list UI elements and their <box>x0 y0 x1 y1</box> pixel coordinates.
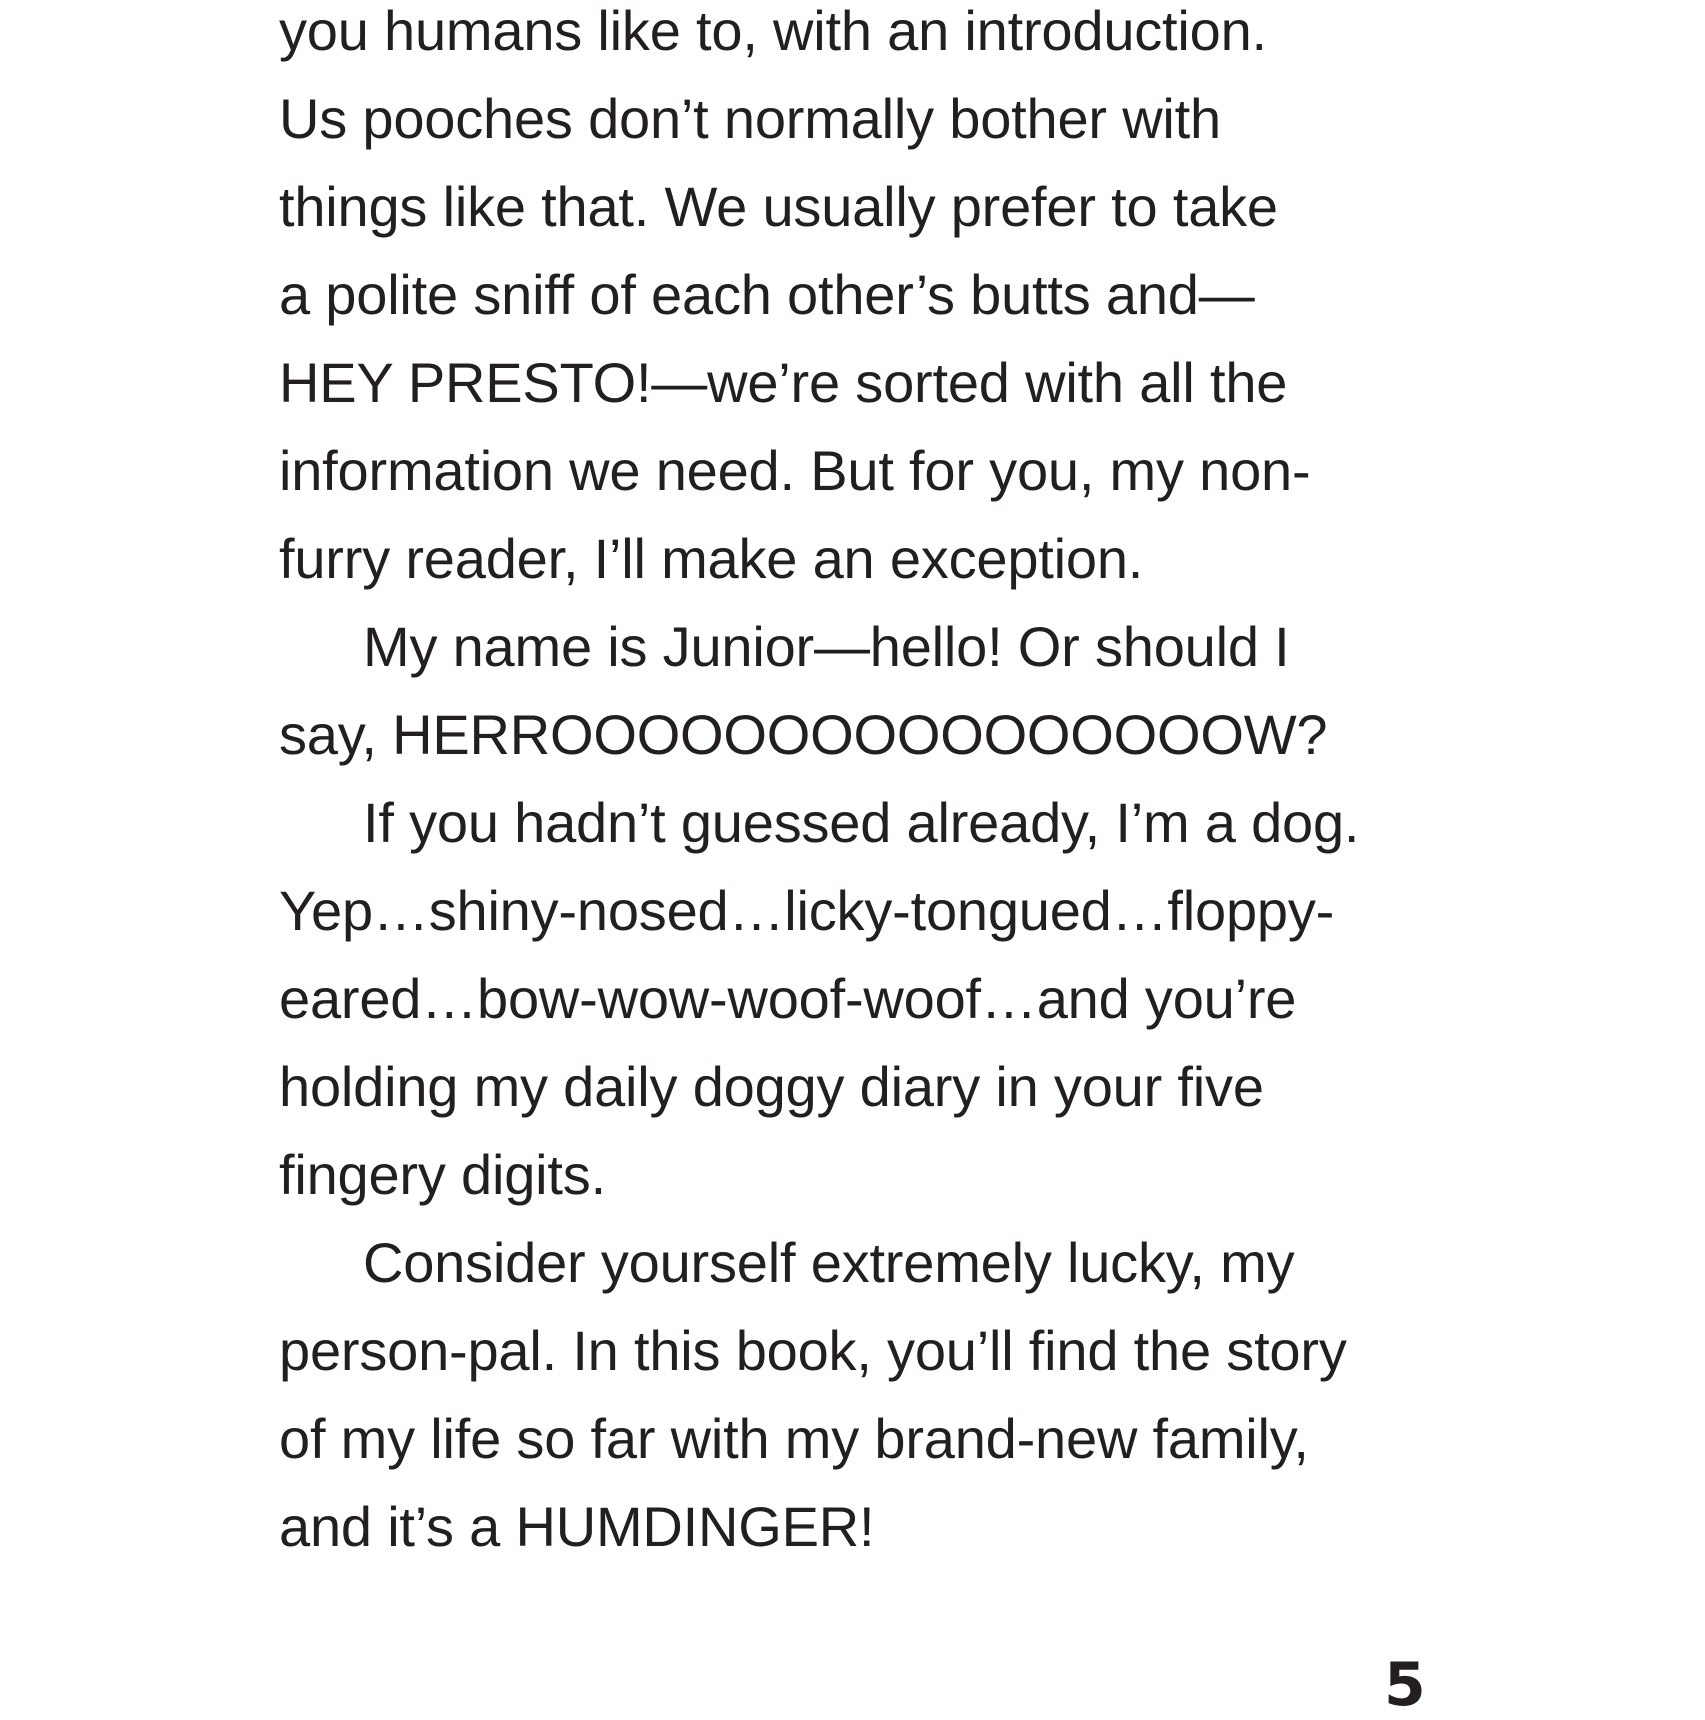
text-line: say, HERROOOOOOOOOOOOOOOOW? <box>279 703 1328 766</box>
paragraph-first-line: My name is Junior—hello! Or should I <box>363 615 1290 678</box>
text-line: person-pal. In this book, you’ll find the story <box>279 1319 1347 1382</box>
text-line: Us pooches don’t normally bother with <box>279 87 1221 150</box>
body-text <box>279 0 1439 1571</box>
text-line: you humans like to, with an introduction. <box>279 0 1267 62</box>
text-line: HEY PRESTO!—we’re sorted with all the <box>279 351 1288 414</box>
text-line: holding my daily doggy diary in your five <box>279 1055 1264 1118</box>
paragraph-first-line: If you hadn’t guessed already, I’m a dog. <box>363 791 1360 854</box>
text-line: of my life so far with my brand-new family, <box>279 1407 1309 1470</box>
text-line: a polite sniff of each other’s butts and— <box>279 263 1255 326</box>
text-line: furry reader, I’ll make an exception. <box>279 527 1144 590</box>
text-line: eared…bow-wow-woof-woof…and you’re <box>279 967 1297 1030</box>
paragraph-first-line: Consider yourself extremely lucky, my <box>363 1231 1295 1294</box>
text-line: Yep…shiny-nosed…licky-tongued…floppy- <box>279 879 1335 942</box>
page-number: 5 <box>1384 1650 1426 1720</box>
text-line: things like that. We usually prefer to take <box>279 175 1278 238</box>
text-line: and it’s a HUMDINGER! <box>279 1495 875 1558</box>
text-line: information we need. But for you, my non- <box>279 439 1311 502</box>
text-line: fingery digits. <box>279 1143 606 1206</box>
